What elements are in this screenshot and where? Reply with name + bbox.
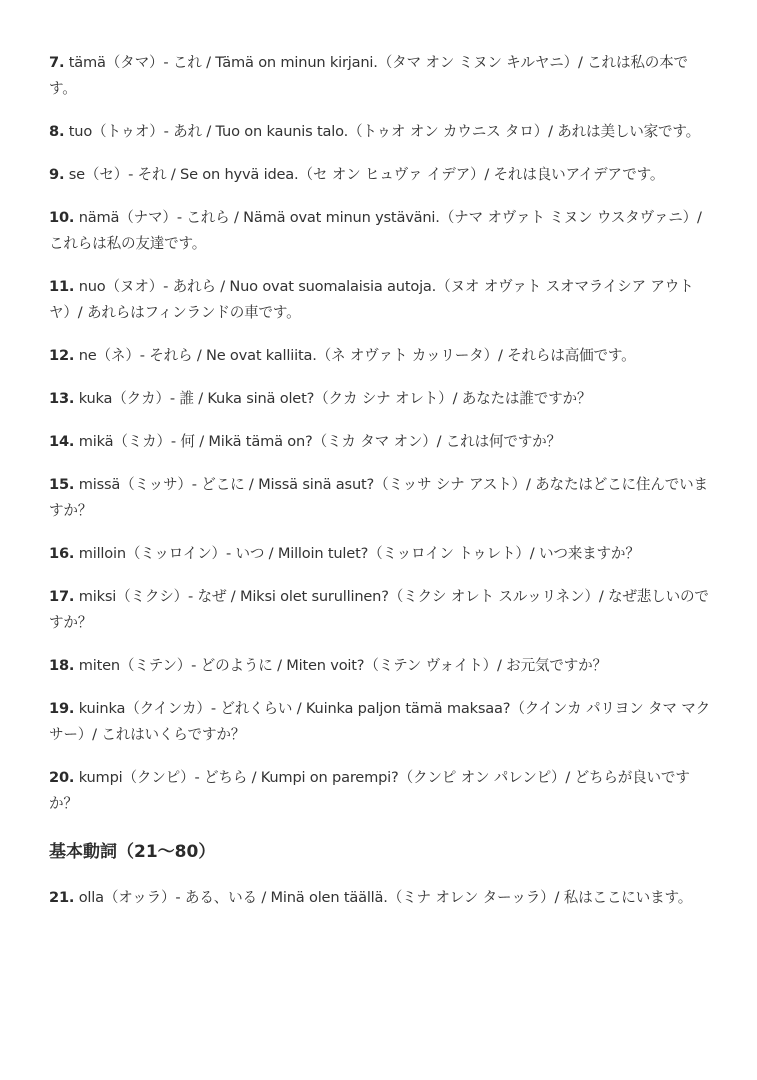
entry-text: ne（ネ）- それら / Ne ovat kalliita.（ネ オヴァト カッリータ）/ それらは高価です。 bbox=[74, 347, 636, 364]
entry-text: tuo（トゥオ）- あれ / Tuo on kaunis talo.（トゥオ オン カウニス タロ）/ あれは美しい家です。 bbox=[64, 123, 701, 140]
entry-text: se（セ）- それ / Se on hyvä idea.（セ オン ヒュヴァ イデア）/ それは良いアイデアです。 bbox=[64, 166, 665, 183]
entry-number: 12. bbox=[49, 347, 75, 364]
vocab-entry-8 bbox=[49, 119, 713, 145]
vocab-entry-16 bbox=[49, 541, 713, 567]
entry-number: 18. bbox=[49, 657, 75, 674]
vocab-entry-9 bbox=[49, 162, 713, 188]
section-heading-basic-verbs: 基本動詞（21〜80） bbox=[49, 842, 216, 862]
entry-number: 19. bbox=[49, 700, 75, 717]
entry-number: 9. bbox=[49, 166, 65, 183]
entry-number: 11. bbox=[49, 278, 75, 295]
vocab-entry-18 bbox=[49, 653, 713, 679]
entry-text: mikä（ミカ）- 何 / Mikä tämä on?（ミカ タマ オン）/ これは何ですか？ bbox=[74, 433, 561, 450]
vocab-entry-17 bbox=[49, 584, 713, 636]
vocab-entry-13 bbox=[49, 386, 713, 412]
entry-number: 21. bbox=[49, 889, 75, 906]
entry-number: 17. bbox=[49, 588, 75, 605]
vocab-entry-14 bbox=[49, 429, 713, 455]
entry-number: 13. bbox=[49, 390, 75, 407]
entry-text: nuo（ヌオ）- あれら / Nuo ovat suomalaisia autoja.（ヌオ オヴァト スオマライシア アウトヤ）/ あれらはフィンランドの車です。 bbox=[49, 278, 694, 321]
entry-text: nämä（ナマ）- これら / Nämä ovat minun ystäväni.（ナマ オヴァト ミヌン ウスタヴァニ）/ これらは私の友達です。 bbox=[49, 209, 702, 252]
entry-text: tämä（タマ）- これ / Tämä on minun kirjani.（タマ オン ミヌン キルヤニ）/ これは私の本です。 bbox=[49, 54, 688, 97]
entry-text: miksi（ミクシ）- なぜ / Miksi olet surullinen?（ミクシ オレト スルッリネン）/ なぜ悲しいのですか？ bbox=[49, 588, 709, 631]
vocab-entry-7 bbox=[49, 50, 713, 102]
entry-number: 7. bbox=[49, 54, 65, 71]
entry-number: 8. bbox=[49, 123, 65, 140]
vocab-entry-19 bbox=[49, 696, 713, 748]
entry-text: kuka（クカ）- 誰 / Kuka sinä olet?（クカ シナ オレト）/ あなたは誰ですか？ bbox=[74, 390, 592, 407]
entry-text: miten（ミテン）- どのように / Miten voit?（ミテン ヴォイト）/ お元気ですか？ bbox=[74, 657, 607, 674]
entry-text: milloin（ミッロイン）- いつ / Milloin tulet?（ミッロイン トゥレト）/ いつ来ますか？ bbox=[74, 545, 640, 562]
entry-text: missä（ミッサ）- どこに / Missä sinä asut?（ミッサ シナ アスト）/ あなたはどこに住んでいますか？ bbox=[49, 476, 708, 519]
entry-number: 20. bbox=[49, 769, 75, 786]
vocab-entry-15 bbox=[49, 472, 713, 524]
entry-text: olla（オッラ）- ある、いる / Minä olen täällä.（ミナ オレン ターッラ）/ 私はここにいます。 bbox=[74, 889, 693, 906]
vocabulary-list-verbs bbox=[49, 885, 713, 911]
entry-number: 14. bbox=[49, 433, 75, 450]
vocabulary-list-pronouns bbox=[49, 50, 713, 817]
vocab-entry-12 bbox=[49, 343, 713, 369]
entry-text: kuinka（クインカ）- どれくらい / Kuinka paljon tämä maksaa?（クインカ パリヨン タマ マクサー）/ これはいくらですか？ bbox=[49, 700, 711, 743]
entry-text: kumpi（クンピ）- どちら / Kumpi on parempi?（クンピ オン パレンピ）/ どちらが良いですか？ bbox=[49, 769, 690, 812]
entry-number: 15. bbox=[49, 476, 75, 493]
vocab-entry-11 bbox=[49, 274, 713, 326]
vocab-entry-21 bbox=[49, 885, 713, 911]
entry-number: 16. bbox=[49, 545, 75, 562]
entry-number: 10. bbox=[49, 209, 75, 226]
vocab-entry-20 bbox=[49, 765, 713, 817]
vocab-entry-10 bbox=[49, 205, 713, 257]
